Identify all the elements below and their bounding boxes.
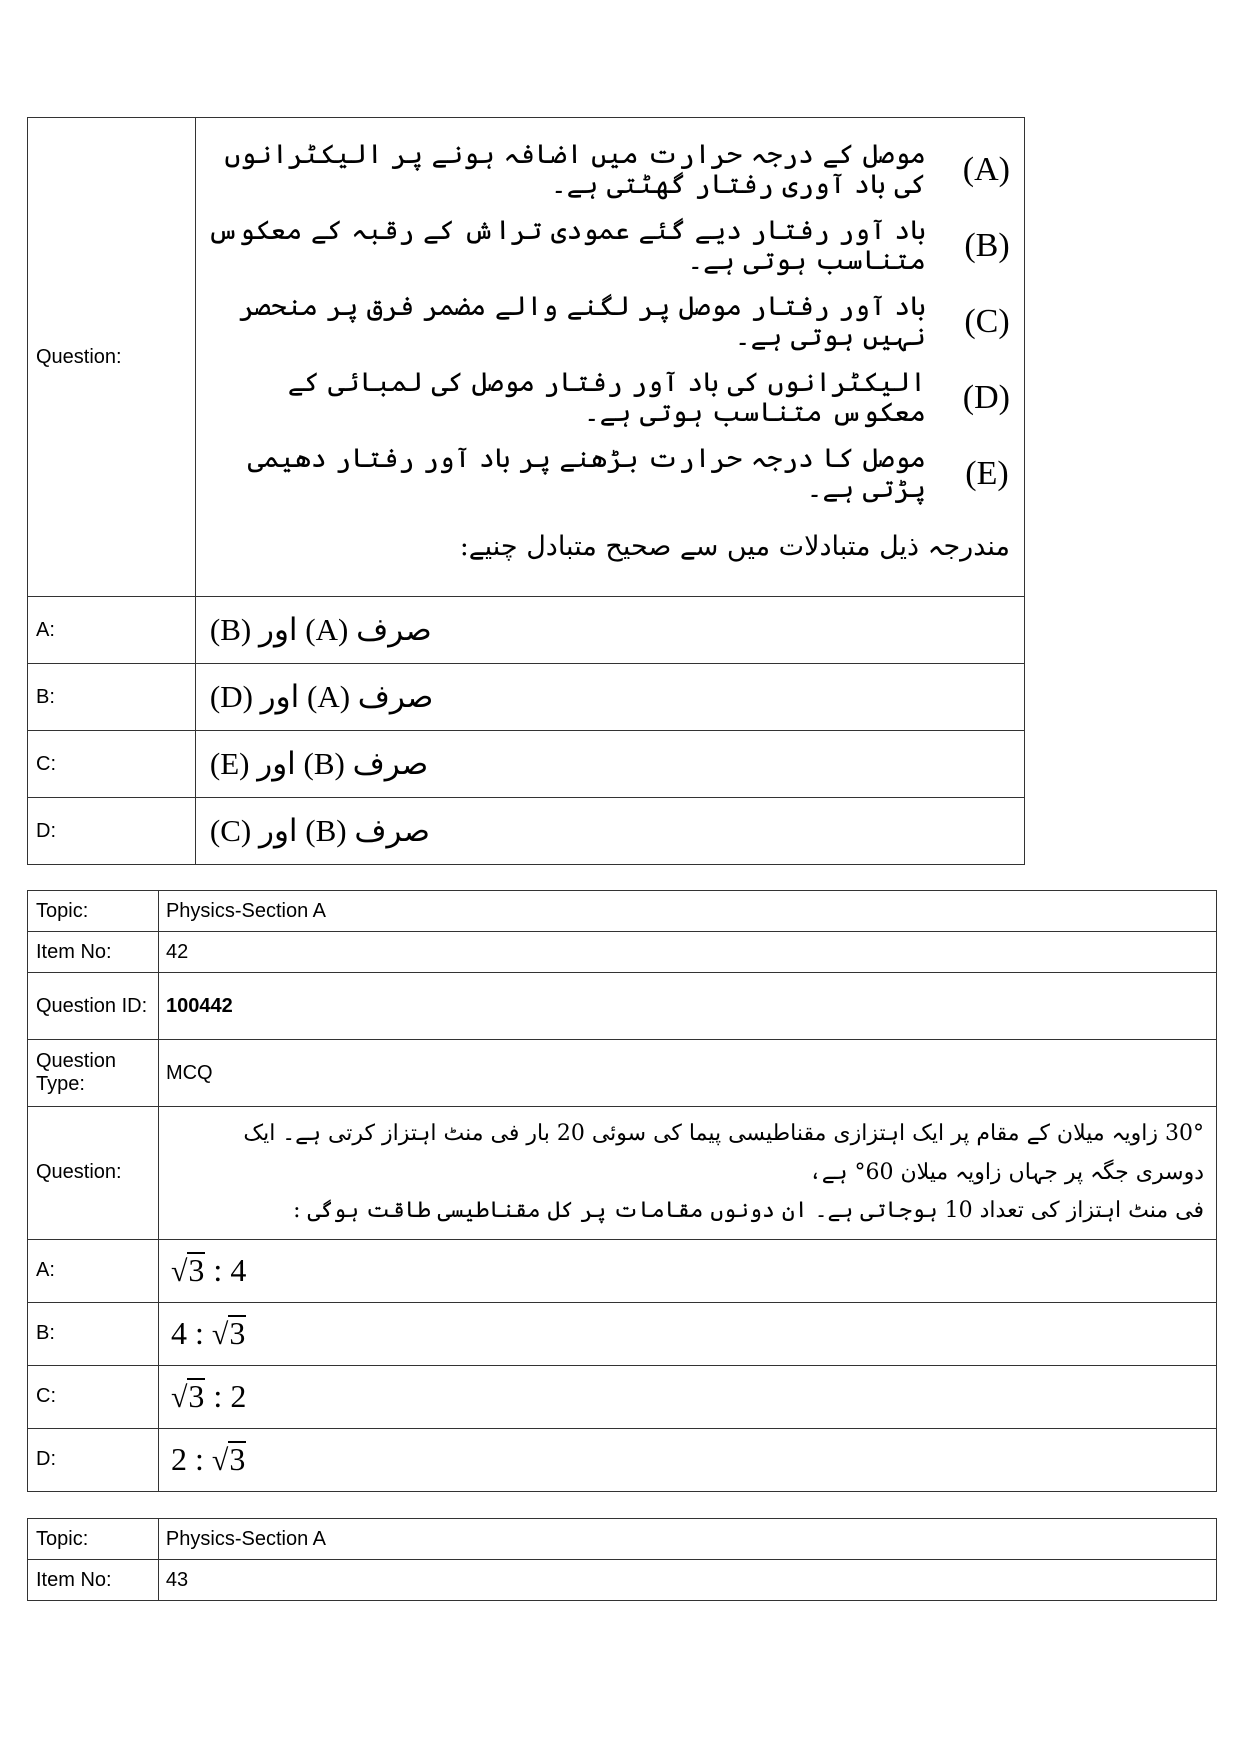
option-left: 2 bbox=[170, 1441, 187, 1477]
option-b[interactable] bbox=[195, 664, 1024, 731]
option-left: 4 bbox=[170, 1315, 187, 1351]
statement-e bbox=[206, 436, 1010, 512]
option-d-text bbox=[196, 813, 1024, 849]
option-right: 3 bbox=[229, 1441, 246, 1477]
option-d-label: D: bbox=[28, 798, 196, 865]
question-text bbox=[171, 1115, 1204, 1231]
opt-and: اور bbox=[257, 746, 296, 781]
opt-and: اور bbox=[258, 612, 298, 647]
option-d[interactable] bbox=[158, 1428, 1216, 1491]
opt-second: (C) bbox=[209, 813, 252, 848]
statement-text: موصل کا درجہ حرارت بڑھنے پر باد آور رفتار دھیمی پڑتی ہے۔ bbox=[247, 443, 926, 504]
statement-text: باد آور رفتار دیے گئے عمودی تراش کے رقبہ کے معکوس متناسب ہوتی ہے۔ bbox=[207, 215, 926, 276]
opt-word: صرف bbox=[354, 813, 430, 848]
ratio-colon: : bbox=[194, 1315, 204, 1351]
topic-label: Topic: bbox=[28, 891, 159, 932]
item-no-value: 43 bbox=[158, 1560, 1216, 1601]
statement-tag: (D) bbox=[962, 379, 1010, 417]
ratio-colon: : bbox=[213, 1378, 223, 1414]
option-b[interactable] bbox=[158, 1302, 1216, 1365]
item-no-value: 42 bbox=[158, 932, 1216, 973]
opt-word: صرف bbox=[357, 679, 434, 714]
question-43-table bbox=[27, 1518, 1217, 1601]
opt-second: (D) bbox=[209, 679, 253, 714]
question-statements bbox=[206, 132, 1010, 582]
question-id-label: Question ID: bbox=[28, 973, 159, 1040]
statement-b bbox=[206, 208, 1010, 284]
opt-and: اور bbox=[258, 813, 298, 848]
statement-text: الیکٹرانوں کی باد آور رفتار موصل کی لمبائی کے معکوس متناسب ہوتی ہے۔ bbox=[287, 367, 926, 428]
option-a[interactable] bbox=[158, 1239, 1216, 1302]
opt-word: صرف bbox=[352, 746, 429, 781]
opt-first: (B) bbox=[305, 813, 347, 848]
option-c[interactable] bbox=[158, 1365, 1216, 1428]
ratio-colon: : bbox=[213, 1252, 223, 1288]
option-left: 3 bbox=[188, 1252, 205, 1288]
question-41-table bbox=[27, 117, 1025, 865]
opt-and: اور bbox=[260, 679, 300, 714]
topic-label: Topic: bbox=[28, 1519, 159, 1560]
statement-tag: (E) bbox=[965, 455, 1009, 493]
question-label: Question: bbox=[28, 118, 196, 597]
item-no-label: Item No: bbox=[28, 1560, 159, 1601]
opt-second: (E) bbox=[209, 746, 250, 781]
question-line-1: 30° زاویہ میلان کے مقام پر ایک اہتزازی مقناطیسی پیما کی سوئی 20 بار فی منٹ اہتزاز کرتی ہے۔ ایک دوسری جگہ پر جہاں زاویہ میلان 60° ہے، bbox=[243, 1121, 1204, 1185]
statement-text: موصل کے درجہ حرارت میں اضافہ ہونے پر الیکٹرانوں کی باد آوری رفتار گھٹتی ہے۔ bbox=[224, 139, 926, 200]
opt-first: (A) bbox=[306, 679, 351, 714]
question-prompt bbox=[206, 512, 1010, 582]
option-b-text bbox=[196, 679, 1024, 715]
opt-first: (A) bbox=[305, 612, 349, 647]
prompt-text: مندرجہ ذیل متبادلات میں سے صحیح متبادل چنیے: bbox=[459, 531, 1010, 563]
question-line-2: فی منٹ اہتزاز کی تعداد 10 ہوجاتی ہے۔ ان دونوں مقامات پر کل مقناطیسی طاقت ہوگی : bbox=[293, 1198, 1204, 1223]
ratio-colon: : bbox=[194, 1441, 204, 1477]
option-c-text bbox=[196, 746, 1024, 782]
statement-text: باد آور رفتار موصل پر لگنے والے مضمر فرق پر منحصر نہیں ہوتی ہے۔ bbox=[239, 291, 926, 352]
question-content bbox=[158, 1107, 1216, 1240]
option-left: 3 bbox=[188, 1378, 205, 1414]
option-c-label: C: bbox=[28, 731, 196, 798]
question-content bbox=[195, 118, 1024, 597]
option-c-label: C: bbox=[28, 1365, 159, 1428]
item-no-label: Item No: bbox=[28, 932, 159, 973]
question-label: Question: bbox=[28, 1107, 159, 1240]
question-42-table bbox=[27, 890, 1217, 1492]
option-b-label: B: bbox=[28, 1302, 159, 1365]
opt-word: صرف bbox=[356, 612, 432, 647]
question-id-value: 100442 bbox=[158, 973, 1216, 1040]
option-right: 2 bbox=[230, 1378, 247, 1414]
statement-a bbox=[206, 132, 1010, 208]
opt-first: (B) bbox=[303, 746, 345, 781]
option-a-label: A: bbox=[28, 1239, 159, 1302]
option-a[interactable] bbox=[195, 597, 1024, 664]
statement-tag: (B) bbox=[964, 227, 1010, 265]
option-right: 4 bbox=[230, 1252, 247, 1288]
option-d[interactable] bbox=[195, 798, 1024, 865]
sqrt-icon: √ bbox=[170, 1255, 188, 1288]
topic-value: Physics-Section A bbox=[158, 1519, 1216, 1560]
opt-second: (B) bbox=[209, 612, 252, 647]
question-type-value: MCQ bbox=[158, 1040, 1216, 1107]
statement-tag: (A) bbox=[962, 151, 1010, 189]
question-type-label: Question Type: bbox=[28, 1040, 159, 1107]
topic-value: Physics-Section A bbox=[158, 891, 1216, 932]
option-a-label: A: bbox=[28, 597, 196, 664]
option-b-label: B: bbox=[28, 664, 196, 731]
statement-c bbox=[206, 284, 1010, 360]
sqrt-icon: √ bbox=[170, 1381, 188, 1414]
option-right: 3 bbox=[229, 1315, 246, 1351]
sqrt-icon: √ bbox=[211, 1444, 229, 1477]
option-c[interactable] bbox=[195, 731, 1024, 798]
statement-d bbox=[206, 360, 1010, 436]
option-a-text bbox=[196, 612, 1024, 648]
option-d-label: D: bbox=[28, 1428, 159, 1491]
statement-tag: (C) bbox=[964, 303, 1010, 341]
sqrt-icon: √ bbox=[211, 1318, 229, 1351]
